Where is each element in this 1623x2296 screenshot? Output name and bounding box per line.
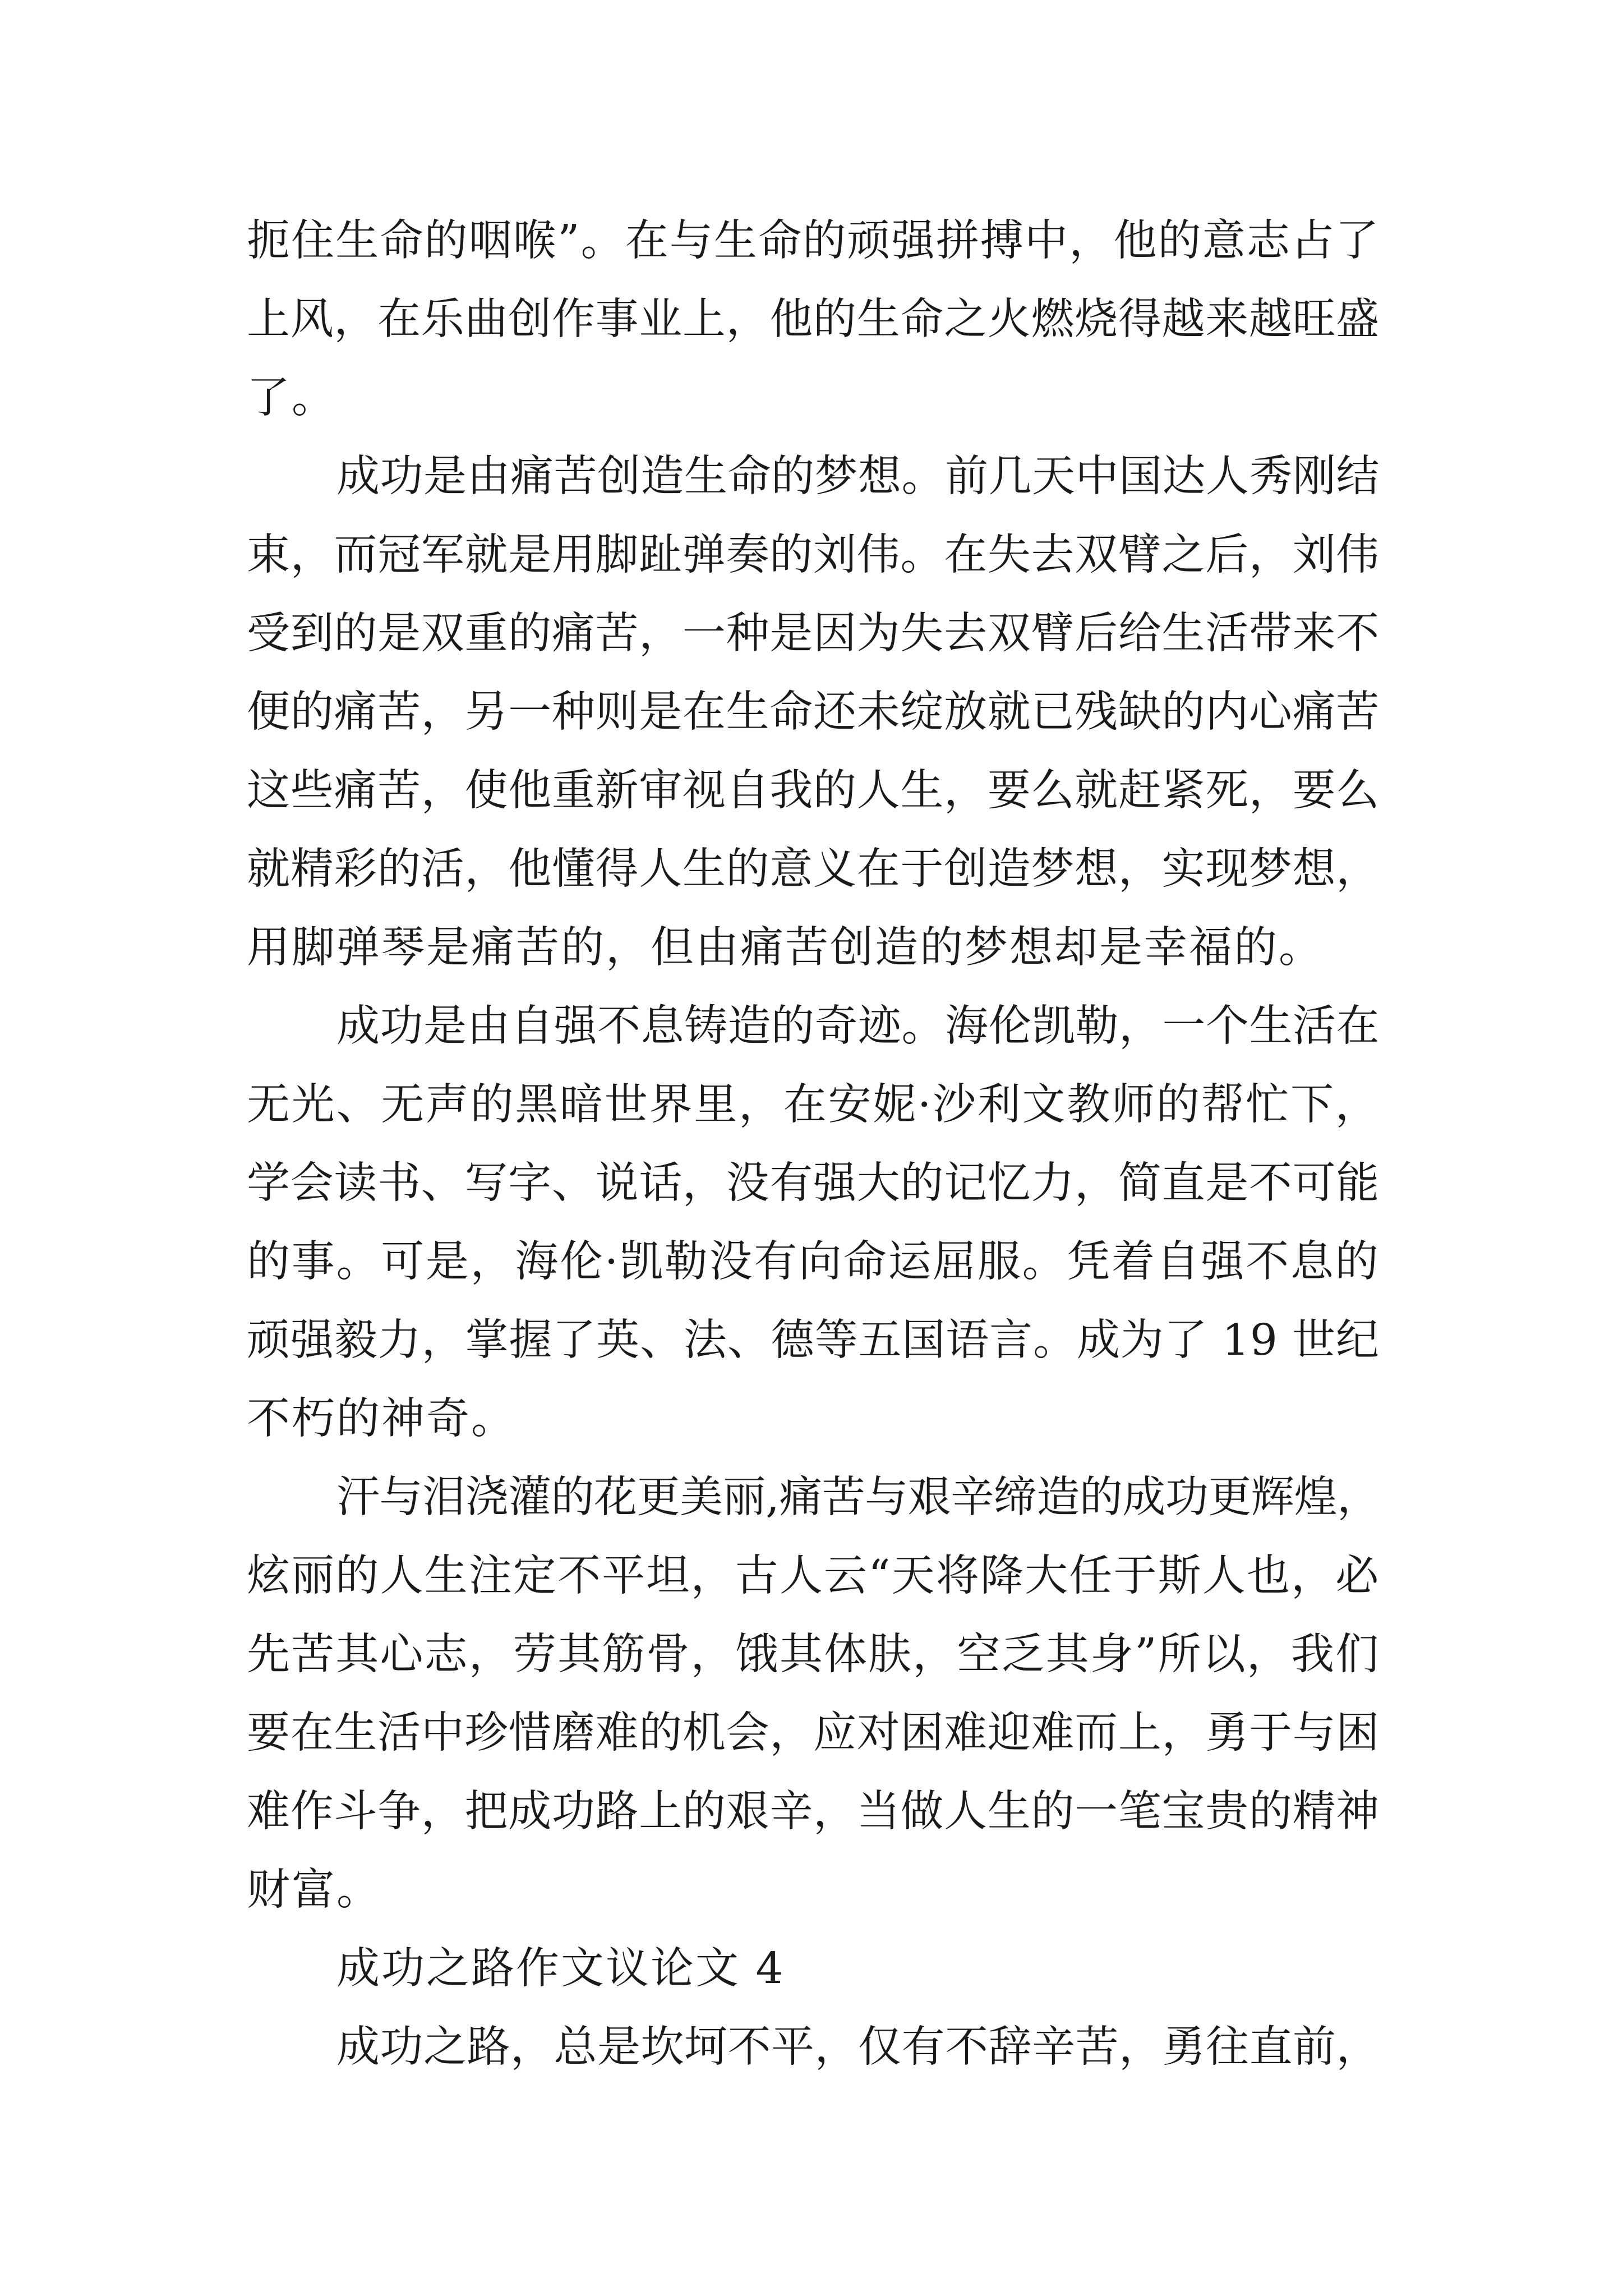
text-line: 上风，在乐曲创作事业上，他的生命之火燃烧得越来越旺盛: [247, 295, 1380, 344]
paragraph-first-line: 成功之路，总是坎坷不平，仅有不辞辛苦，勇往直前，: [336, 2022, 1380, 2072]
text-line: 束，而冠军就是用脚趾弹奏的刘伟。在失去双臂之后，刘伟: [247, 530, 1380, 580]
paragraph-first-line: 汗与泪浇灌的花更美丽,痛苦与艰辛缔造的成功更辉煌，: [336, 1473, 1380, 1522]
text-line: 先苦其心志，劳其筋骨，饿其体肤，空乏其身”所以，我们: [247, 1630, 1380, 1680]
text-line: 受到的是双重的痛苦，一种是因为失去双臂后给生活带来不: [247, 609, 1380, 659]
text-line: 无光、无声的黑暗世界里，在安妮·沙利文教师的帮忙下，: [247, 1080, 1380, 1130]
text-line: 学会读书、写字、说话，没有强大的记忆力，简直是不可能: [247, 1158, 1380, 1208]
paragraph-first-line: 成功是由自强不息铸造的奇迹。海伦凯勒，一个生活在: [336, 1001, 1380, 1051]
text-line: 便的痛苦，另一种则是在生命还未绽放就已残缺的内心痛苦: [247, 687, 1380, 737]
text-line: 难作斗争，把成功路上的艰辛，当做人生的一笔宝贵的精神: [247, 1787, 1380, 1837]
paragraph-first-line: 成功是由痛苦创造生命的梦想。前几天中国达人秀刚结: [336, 452, 1380, 501]
text-line: 用脚弹琴是痛苦的，但由痛苦创造的梦想却是幸福的。: [247, 923, 1324, 973]
text-line: 了。: [247, 373, 336, 423]
text-line: 扼住生命的咽喉”。在与生命的顽强拼搏中，他的意志占了: [247, 216, 1380, 266]
text-line: 财富。: [247, 1865, 381, 1915]
text-line: 就精彩的活，他懂得人生的意义在于创造梦想，实现梦想，: [247, 844, 1380, 894]
text-line: 不朽的神奇。: [247, 1394, 516, 1444]
section-heading: 成功之路作文议论文 4: [336, 1944, 785, 1994]
text-line: 的事。可是，海伦·凯勒没有向命运屈服。凭着自强不息的: [247, 1237, 1380, 1287]
text-line: 这些痛苦，使他重新审视自我的人生，要么就赶紧死，要么: [247, 766, 1380, 816]
text-line: 要在生活中珍惜磨难的机会，应对困难迎难而上，勇于与困: [247, 1708, 1380, 1758]
text-line: 炫丽的人生注定不平坦，古人云“天将降大任于斯人也，必: [247, 1551, 1380, 1601]
text-line: 顽强毅力，掌握了英、法、德等五国语言。成为了 19 世纪: [247, 1315, 1380, 1365]
